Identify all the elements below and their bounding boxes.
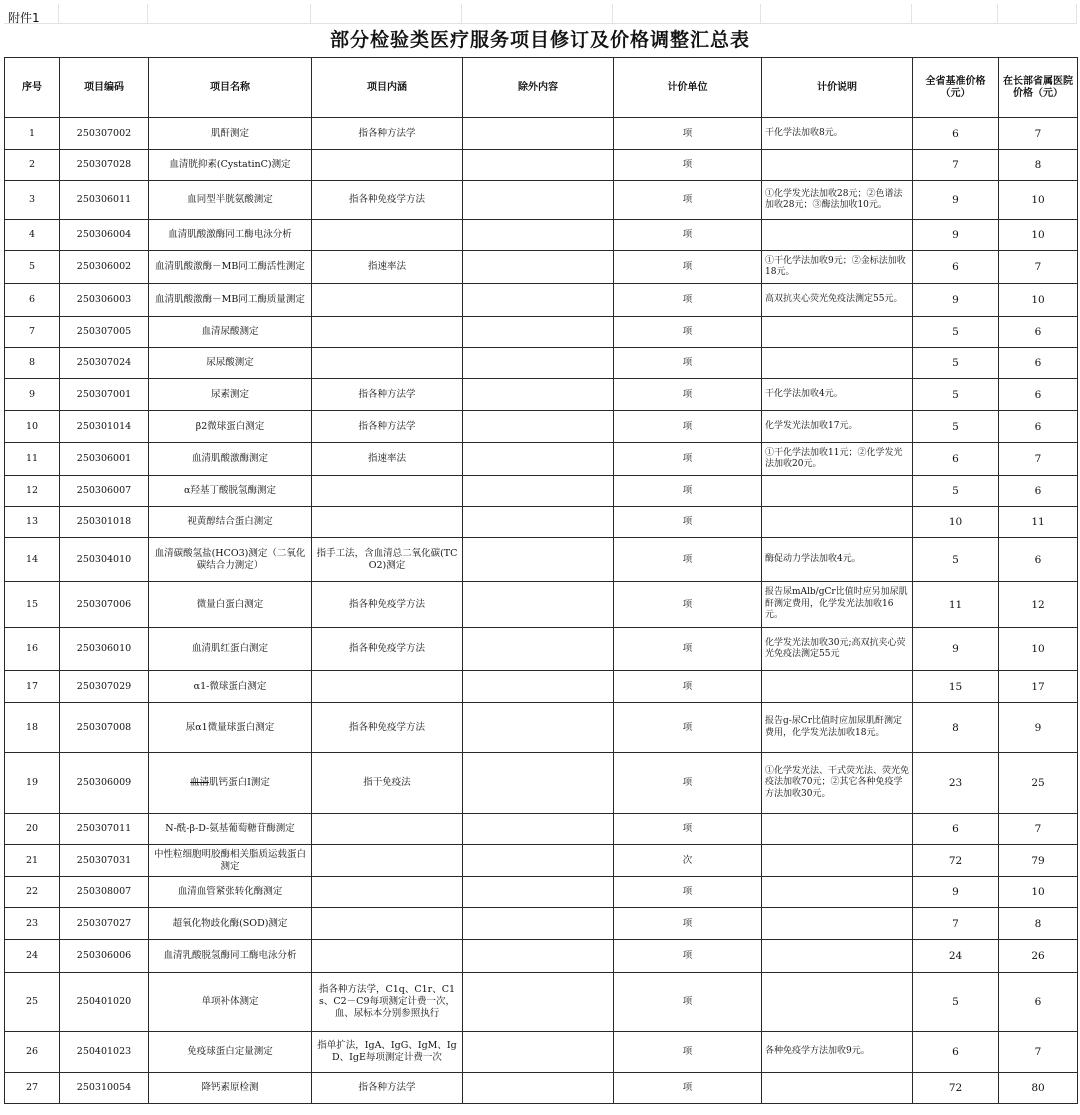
cell-code: 250307011 [60,814,149,845]
table-row [5,628,1078,671]
cell-unit: 项 [614,940,762,973]
cell-hospital-price: 80 [999,1073,1078,1104]
cell-content: 指干免疫法 [312,753,463,814]
cell-name: 肌酐测定 [149,118,312,150]
cell-hospital-price: 7 [999,1032,1078,1073]
top-row-cell [148,4,311,24]
cell-unit: 项 [614,476,762,507]
cell-content [312,814,463,845]
cell-unit: 项 [614,411,762,443]
cell-code: 250301018 [60,507,149,538]
cell-content: 指速率法 [312,251,463,284]
cell-note: 报告尿mAlb/gCr比值时应另加尿肌酐测定费用，化学发光法加收16元。 [762,582,913,628]
cell-base-price: 5 [913,317,999,348]
table-row [5,348,1078,379]
cell-content: 指各种方法学 [312,118,463,150]
cell-exclusion [463,628,614,671]
table-row [5,845,1078,877]
cell-name: 血清胱抑素(CystatinC)测定 [149,150,312,181]
cell-content [312,476,463,507]
cell-hospital-price: 6 [999,973,1078,1032]
table-row [5,538,1078,582]
cell-name: 免疫球蛋白定量测定 [149,1032,312,1073]
cell-unit: 项 [614,1073,762,1104]
cell-seq: 15 [5,582,60,628]
cell-unit: 次 [614,845,762,877]
cell-content: 指各种免疫学方法 [312,703,463,753]
cell-exclusion [463,582,614,628]
cell-note: 干化学法加收8元。 [762,118,913,150]
cell-note [762,507,913,538]
cell-unit: 项 [614,150,762,181]
cell-base-price: 9 [913,284,999,317]
cell-code: 250307005 [60,317,149,348]
cell-seq: 20 [5,814,60,845]
cell-name: 血清肌酸激酶测定 [149,443,312,476]
cell-exclusion [463,411,614,443]
cell-hospital-price: 6 [999,411,1078,443]
cell-unit: 项 [614,973,762,1032]
cell-base-price: 9 [913,181,999,220]
cell-content: 指速率法 [312,443,463,476]
table-row [5,317,1078,348]
cell-base-price: 10 [913,507,999,538]
cell-exclusion [463,1032,614,1073]
cell-base-price: 72 [913,845,999,877]
cell-name: 超氧化物歧化酶(SOD)测定 [149,908,312,940]
cell-note [762,317,913,348]
cell-note [762,348,913,379]
cell-exclusion [463,379,614,411]
cell-seq: 12 [5,476,60,507]
cell-seq: 2 [5,150,60,181]
cell-seq: 26 [5,1032,60,1073]
header-code: 项目编码 [60,58,149,118]
cell-hospital-price: 10 [999,181,1078,220]
cell-hospital-price: 7 [999,443,1078,476]
cell-note [762,908,913,940]
cell-seq: 27 [5,1073,60,1104]
cell-unit: 项 [614,703,762,753]
cell-unit: 项 [614,582,762,628]
cell-exclusion [463,845,614,877]
cell-name: 尿尿酸测定 [149,348,312,379]
cell-unit: 项 [614,284,762,317]
header-base-price: 全省基准价格（元） [913,58,999,118]
cell-seq: 21 [5,845,60,877]
table-row [5,877,1078,908]
table-row [5,379,1078,411]
cell-hospital-price: 10 [999,284,1078,317]
cell-unit: 项 [614,628,762,671]
cell-content [312,877,463,908]
cell-content: 指各种方法学 [312,379,463,411]
cell-hospital-price: 8 [999,150,1078,181]
cell-seq: 16 [5,628,60,671]
cell-note: ①化学发光法加收28元；②色谱法加收28元；③酶法加收10元。 [762,181,913,220]
cell-code: 250308007 [60,877,149,908]
cell-base-price: 6 [913,1032,999,1073]
cell-unit: 项 [614,348,762,379]
cell-seq: 25 [5,973,60,1032]
cell-code: 250307001 [60,379,149,411]
cell-name: 尿素测定 [149,379,312,411]
cell-code: 250306006 [60,940,149,973]
top-row-cell [912,4,998,24]
cell-code: 250401023 [60,1032,149,1073]
cell-content [312,284,463,317]
table-row [5,1073,1078,1104]
cell-hospital-price: 7 [999,118,1078,150]
cell-unit: 项 [614,251,762,284]
cell-content: 指各种免疫学方法 [312,582,463,628]
cell-content [312,348,463,379]
header-exclusion: 除外内容 [463,58,614,118]
top-row-cell [59,4,148,24]
cell-note [762,814,913,845]
cell-content: 指各种免疫学方法 [312,628,463,671]
cell-name: 血清血管紧张转化酶测定 [149,877,312,908]
cell-hospital-price: 9 [999,703,1078,753]
cell-note: ①干化学法加收9元；②金标法加收18元。 [762,251,913,284]
cell-exclusion [463,538,614,582]
cell-seq: 22 [5,877,60,908]
table-row [5,251,1078,284]
cell-seq: 24 [5,940,60,973]
table-row [5,476,1078,507]
table-row [5,582,1078,628]
cell-exclusion [463,150,614,181]
table-row [5,284,1078,317]
cell-exclusion [463,476,614,507]
cell-unit: 项 [614,220,762,251]
cell-code: 250310054 [60,1073,149,1104]
cell-content: 指各种方法学，C1q、C1r、C1s、C2－C9每项测定计费一次，血、尿标本分别参照执行 [312,973,463,1032]
cell-content [312,317,463,348]
cell-hospital-price: 7 [999,251,1078,284]
cell-content: 指手工法，含血清总二氧化碳(TCO2)测定 [312,538,463,582]
cell-base-price: 7 [913,150,999,181]
cell-hospital-price: 11 [999,507,1078,538]
cell-hospital-price: 17 [999,671,1078,703]
cell-name: α羟基丁酸脱氢酶测定 [149,476,312,507]
cell-seq: 14 [5,538,60,582]
cell-code: 250307028 [60,150,149,181]
struck-text: 血清 [190,777,210,788]
cell-seq: 23 [5,908,60,940]
cell-seq: 4 [5,220,60,251]
cell-unit: 项 [614,908,762,940]
table-body [5,118,1078,1104]
cell-note: 报告g-尿Cr比值时应加尿肌酐测定费用，化学发光法加收18元。 [762,703,913,753]
table-row [5,1032,1078,1073]
cell-content [312,845,463,877]
cell-seq: 6 [5,284,60,317]
attachment-label: 附件1 [8,11,40,25]
cell-name: 视黄醇结合蛋白测定 [149,507,312,538]
cell-base-price: 72 [913,1073,999,1104]
table-header-row [5,58,1078,118]
cell-name: 血清尿酸测定 [149,317,312,348]
cell-hospital-price: 79 [999,845,1078,877]
cell-note: 高双抗夹心荧光免疫法测定55元。 [762,284,913,317]
cell-seq: 18 [5,703,60,753]
cell-content [312,220,463,251]
spreadsheet-top-row [4,4,1076,23]
price-table [4,57,1078,1104]
cell-content: 指单扩法，IgA、IgG、IgM、IgD、IgE每项测定计费一次 [312,1032,463,1073]
table-row [5,940,1078,973]
cell-unit: 项 [614,379,762,411]
cell-content [312,908,463,940]
cell-base-price: 5 [913,973,999,1032]
cell-note [762,150,913,181]
cell-exclusion [463,251,614,284]
cell-code: 250307029 [60,671,149,703]
cell-code: 250306003 [60,284,149,317]
cell-note [762,1073,913,1104]
table-row [5,150,1078,181]
cell-code: 250306011 [60,181,149,220]
cell-exclusion [463,973,614,1032]
top-row-cell [998,4,1077,24]
cell-name: 尿α1微量球蛋白测定 [149,703,312,753]
cell-content [312,671,463,703]
cell-content [312,150,463,181]
header-hospital-price: 在长部省属医院价格（元） [999,58,1078,118]
cell-name: 血清肌红蛋白测定 [149,628,312,671]
table-row [5,753,1078,814]
cell-content [312,507,463,538]
cell-unit: 项 [614,118,762,150]
cell-seq: 9 [5,379,60,411]
header-unit: 计价单位 [614,58,762,118]
top-row-cell [462,4,613,24]
cell-exclusion [463,118,614,150]
cell-code: 250306009 [60,753,149,814]
cell-code: 250306007 [60,476,149,507]
cell-hospital-price: 6 [999,317,1078,348]
cell-base-price: 5 [913,348,999,379]
header-note: 计价说明 [762,58,913,118]
cell-exclusion [463,877,614,908]
table-row [5,443,1078,476]
cell-hospital-price: 10 [999,628,1078,671]
cell-unit: 项 [614,877,762,908]
cell-hospital-price: 6 [999,348,1078,379]
cell-exclusion [463,284,614,317]
cell-hospital-price: 6 [999,538,1078,582]
cell-name: 血清碳酸氢盐(HCO3)测定（二氧化碳结合力测定） [149,538,312,582]
cell-base-price: 15 [913,671,999,703]
table-row [5,908,1078,940]
page-title: 部分检验类医疗服务项目修订及价格调整汇总表 [329,29,750,51]
cell-note [762,220,913,251]
cell-name: 微量白蛋白测定 [149,582,312,628]
cell-unit: 项 [614,181,762,220]
cell-seq: 17 [5,671,60,703]
cell-exclusion [463,814,614,845]
cell-base-price: 7 [913,908,999,940]
cell-hospital-price: 6 [999,379,1078,411]
table-row [5,181,1078,220]
cell-name: 血清肌酸激酶－MB同工酶活性测定 [149,251,312,284]
table-row [5,814,1078,845]
cell-base-price: 8 [913,703,999,753]
table-row [5,507,1078,538]
cell-name: 血清乳酸脱氢酶同工酶电泳分析 [149,940,312,973]
cell-exclusion [463,940,614,973]
cell-unit: 项 [614,507,762,538]
item-name-text: 肌钙蛋白Ⅰ测定 [209,777,270,788]
cell-note: 干化学法加收4元。 [762,379,913,411]
cell-base-price: 9 [913,628,999,671]
cell-note [762,940,913,973]
table-row [5,411,1078,443]
cell-base-price: 6 [913,118,999,150]
cell-code: 250401020 [60,973,149,1032]
cell-name: 血同型半胱氨酸测定 [149,181,312,220]
cell-content: 指各种免疫学方法 [312,181,463,220]
cell-exclusion [463,348,614,379]
cell-unit: 项 [614,814,762,845]
cell-seq: 10 [5,411,60,443]
cell-exclusion [463,181,614,220]
cell-name: 单项补体测定 [149,973,312,1032]
cell-hospital-price: 7 [999,814,1078,845]
cell-hospital-price: 10 [999,877,1078,908]
cell-seq: 1 [5,118,60,150]
cell-unit: 项 [614,317,762,348]
table-row [5,118,1078,150]
cell-base-price: 6 [913,814,999,845]
cell-base-price: 23 [913,753,999,814]
cell-exclusion [463,1073,614,1104]
cell-exclusion [463,703,614,753]
cell-base-price: 9 [913,877,999,908]
top-row-cell [311,4,462,24]
cell-hospital-price: 6 [999,476,1078,507]
header-seq: 序号 [5,58,60,118]
cell-seq: 3 [5,181,60,220]
cell-note: ①干化学法加收11元；②化学发光法加收20元。 [762,443,913,476]
cell-code: 250306002 [60,251,149,284]
top-row-cell [761,4,912,24]
cell-unit: 项 [614,671,762,703]
cell-seq: 11 [5,443,60,476]
table-row [5,671,1078,703]
cell-base-price: 6 [913,251,999,284]
cell-content [312,940,463,973]
cell-base-price: 5 [913,379,999,411]
cell-note [762,877,913,908]
cell-content: 指各种方法学 [312,411,463,443]
cell-seq: 7 [5,317,60,348]
cell-base-price: 5 [913,411,999,443]
cell-hospital-price: 26 [999,940,1078,973]
cell-exclusion [463,317,614,348]
cell-hospital-price: 12 [999,582,1078,628]
cell-hospital-price: 25 [999,753,1078,814]
table-row [5,703,1078,753]
cell-base-price: 11 [913,582,999,628]
cell-code: 250307006 [60,582,149,628]
cell-code: 250306004 [60,220,149,251]
top-row-cell [613,4,761,24]
cell-name: β2微球蛋白测定 [149,411,312,443]
cell-note [762,845,913,877]
cell-exclusion [463,753,614,814]
cell-code: 250307024 [60,348,149,379]
cell-base-price: 5 [913,538,999,582]
cell-name: α1-微球蛋白测定 [149,671,312,703]
cell-base-price: 9 [913,220,999,251]
cell-seq: 19 [5,753,60,814]
cell-seq: 13 [5,507,60,538]
cell-unit: 项 [614,538,762,582]
header-name: 项目名称 [149,58,312,118]
cell-exclusion [463,908,614,940]
cell-name: 中性粒细胞明胶酶相关脂质运载蛋白测定 [149,845,312,877]
cell-name: 降钙素原检测 [149,1073,312,1104]
cell-code: 250306001 [60,443,149,476]
cell-code: 250307031 [60,845,149,877]
cell-exclusion [463,443,614,476]
cell-hospital-price: 10 [999,220,1078,251]
cell-name: N-酰-β-D-氨基葡萄糖苷酶测定 [149,814,312,845]
cell-base-price: 5 [913,476,999,507]
cell-unit: 项 [614,443,762,476]
cell-note: 各种免疫学方法加收9元。 [762,1032,913,1073]
cell-name [149,753,312,814]
cell-name: 血清肌酸激酶同工酶电泳分析 [149,220,312,251]
cell-code: 250304010 [60,538,149,582]
cell-code: 250307027 [60,908,149,940]
cell-note: ①化学发光法、干式荧光法、荧光免疫法加收70元；②其它各种免疫学方法加收30元。 [762,753,913,814]
cell-seq: 5 [5,251,60,284]
cell-exclusion [463,671,614,703]
cell-unit: 项 [614,1032,762,1073]
cell-seq: 8 [5,348,60,379]
cell-unit: 项 [614,753,762,814]
cell-code: 250307002 [60,118,149,150]
cell-content: 指各种方法学 [312,1073,463,1104]
cell-base-price: 6 [913,443,999,476]
header-content: 项目内涵 [312,58,463,118]
cell-note: 酶促动力学法加收4元。 [762,538,913,582]
cell-note: 化学发光法加收17元。 [762,411,913,443]
cell-exclusion [463,220,614,251]
table-row [5,973,1078,1032]
cell-name: 血清肌酸激酶－MB同工酶质量测定 [149,284,312,317]
cell-note [762,973,913,1032]
cell-code: 250306010 [60,628,149,671]
cell-note: 化学发光法加收30元;高双抗夹心荧光免疫法测定55元 [762,628,913,671]
cell-hospital-price: 8 [999,908,1078,940]
cell-exclusion [463,507,614,538]
cell-note [762,671,913,703]
cell-code: 250301014 [60,411,149,443]
cell-code: 250307008 [60,703,149,753]
cell-base-price: 24 [913,940,999,973]
cell-note [762,476,913,507]
table-row [5,220,1078,251]
